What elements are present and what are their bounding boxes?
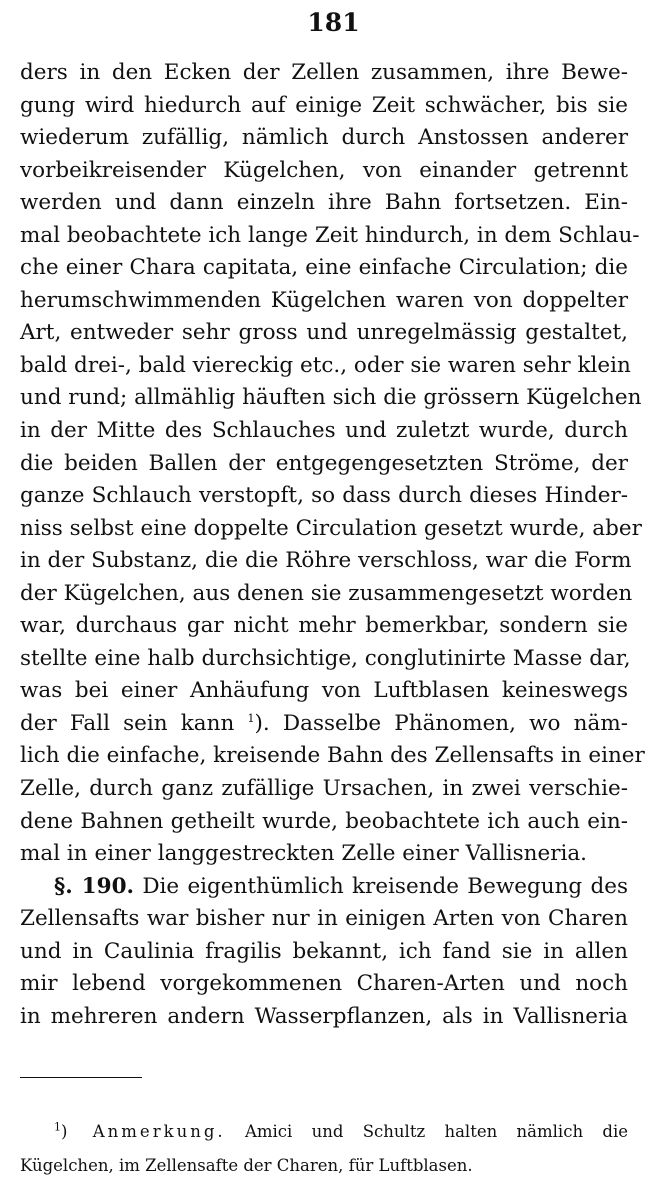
footnotes	[20, 1115, 628, 1183]
text-line: mal beobachtete ich lange Zeit hindurch, in dem Schlau-	[20, 222, 640, 248]
paragraph-lines	[20, 740, 645, 838]
paragraph-lines	[20, 57, 642, 708]
text-line: ders in den Ecken der Zellen zusammen, ihre Bewe-	[20, 60, 628, 85]
text-line: in der Mitte des Schlauches und zuletzt wurde, durch	[20, 418, 628, 444]
paragraph-last-line: mal in einer langgestreckten Zelle einer Vallisneria.	[20, 841, 587, 867]
footnote-reference[interactable]: 1	[247, 711, 255, 725]
text-segment: Die eigenthümlich kreisende Bewegung des	[134, 873, 628, 899]
text-line: Zelle, durch ganz zufällige Ursachen, in zwei verschie-	[20, 776, 628, 802]
text-line: lich die einfache, kreisende Bahn des Zellensafts in einer	[20, 743, 645, 769]
footnote-label: ) Anmerkung.	[61, 1122, 226, 1141]
text-line: und in Caulinia fragilis bekannt, ich fand sie in allen	[20, 938, 628, 964]
page-number: 181	[307, 8, 360, 37]
text-line: stellte eine halb durchsichtige, conglutinirte Masse dar,	[20, 645, 631, 671]
text-line: vorbeikreisender Kügelchen, von einander getrennt	[20, 157, 628, 183]
body-text	[20, 57, 645, 1033]
text-line: niss selbst eine doppelte Circulation gesetzt wurde, aber	[20, 515, 642, 541]
text-line: mir lebend vorgekommenen Charen-Arten und noch	[20, 971, 628, 997]
footnote-line: Kügelchen, im Zellensafte der Charen, für Luftblasen.	[20, 1156, 473, 1175]
text-line: in der Substanz, die die Röhre verschloss, war die Form	[20, 548, 632, 574]
text-line: die beiden Ballen der entgegengesetzten Ströme, der	[20, 450, 628, 476]
text-segment: ). Dasselbe Phänomen, wo näm-	[254, 710, 628, 736]
section-number: §. 190.	[54, 873, 135, 899]
footnote-line	[20, 1115, 628, 1149]
text-line: was bei einer Anhäufung von Luftblasen keineswegs	[20, 678, 628, 704]
footnote-text: Amici und Schultz halten nämlich die	[225, 1122, 628, 1141]
text-line: gung wird hiedurch auf einige Zeit schwächer, bis sie	[20, 92, 628, 118]
footnote-divider	[20, 1077, 142, 1078]
text-line: che einer Chara capitata, eine einfache Circulation; die	[20, 255, 628, 281]
text-line: in mehreren andern Wasserpflanzen, als in Vallisneria	[20, 1003, 628, 1029]
text-line: dene Bahnen getheilt wurde, beobachtete ich auch ein-	[20, 808, 628, 834]
text-line: und rund; allmählig häuften sich die grössern Kügelchen	[20, 385, 642, 411]
text-line: der Kügelchen, aus denen sie zusammengesetzt worden	[20, 580, 633, 606]
text-line: herumschwimmenden Kügelchen waren von doppelter	[20, 287, 628, 313]
footnote-marker: 1	[54, 1120, 61, 1134]
text-line: werden und dann einzeln ihre Bahn fortsetzen. Ein-	[20, 190, 628, 216]
text-line: ganze Schlauch verstopft, so dass durch dieses Hinder-	[20, 483, 628, 509]
text-line: bald drei-, bald viereckig etc., oder sie waren sehr klein	[20, 352, 631, 378]
text-line: wiederum zufällig, nämlich durch Anstossen anderer	[20, 125, 628, 151]
text-line: Art, entweder sehr gross und unregelmässig gestaltet,	[20, 320, 628, 346]
section-lines	[20, 903, 628, 1033]
text-line: war, durchaus gar nicht mehr bemerkbar, sondern sie	[20, 613, 628, 639]
section-first-line	[20, 871, 628, 904]
text-line-with-footnote-ref	[20, 708, 628, 741]
text-line: Zellensafts war bisher nur in einigen Arten von Charen	[20, 906, 628, 932]
text-segment: der Fall sein kann	[20, 710, 248, 736]
